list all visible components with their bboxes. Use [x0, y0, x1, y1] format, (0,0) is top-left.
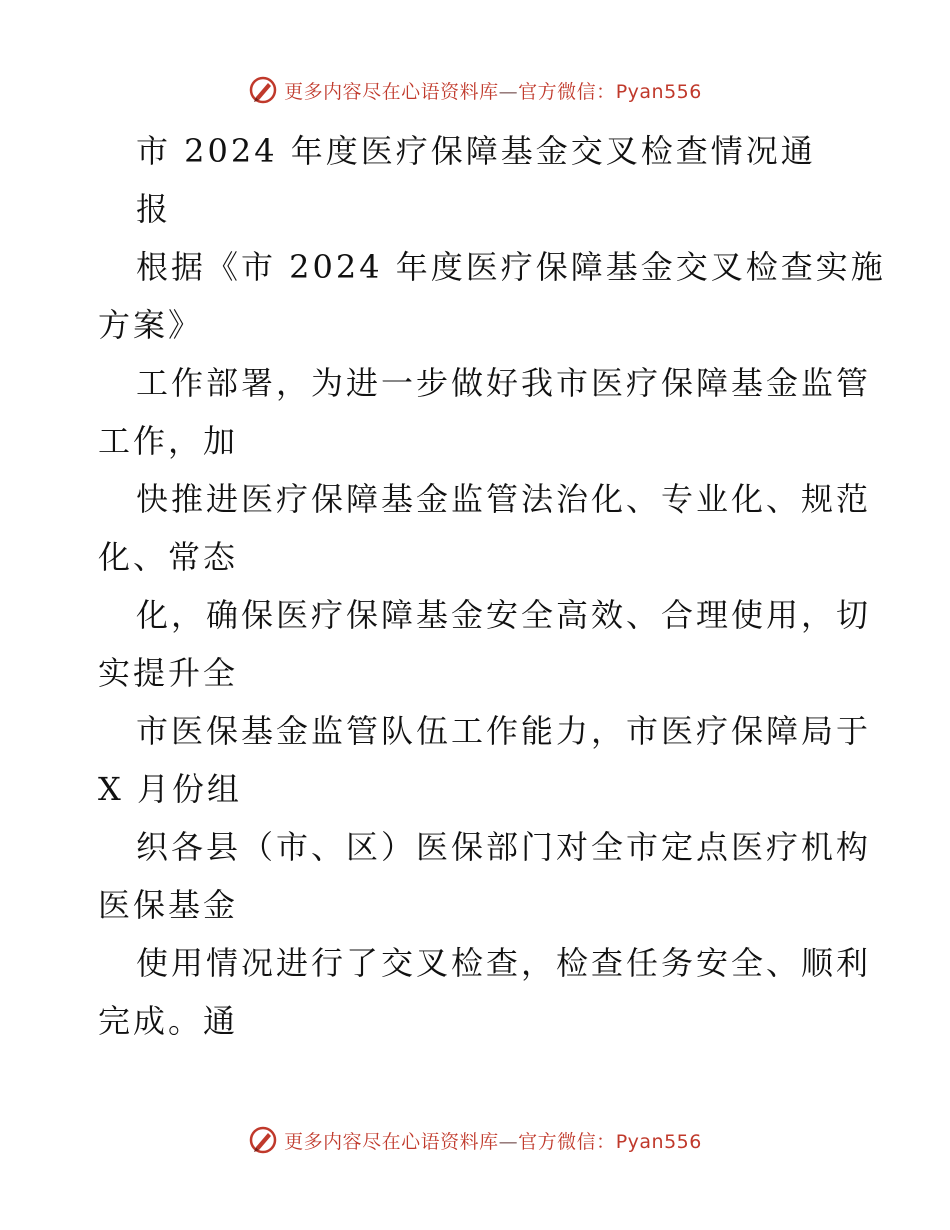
header-banner	[0, 70, 950, 110]
body-line: 市医保基金监管队伍工作能力，市医疗保障局于	[136, 712, 872, 750]
body-line: 方案》	[98, 306, 204, 344]
body-line: 医保基金	[98, 886, 239, 924]
body-line: 使用情况进行了交叉检查，检查任务安全、顺利	[136, 944, 872, 982]
body-line: 快推进医疗保障基金监管法治化、专业化、规范	[136, 480, 872, 518]
title-line: 报	[136, 190, 172, 228]
body-line: 工作部署，为进一步做好我市医疗保障基金监管	[136, 364, 872, 402]
document-body	[98, 122, 886, 1050]
footer-banner	[0, 1120, 950, 1160]
body-line: 化，确保医疗保障基金安全高效、合理使用，切	[136, 596, 872, 634]
body-line: 完成。通	[98, 1002, 239, 1040]
banner-text: 更多内容尽在心语资料库—官方微信：Pyan556	[284, 1130, 702, 1153]
body-line: X 月份组	[98, 770, 242, 808]
pen-logo-icon	[248, 75, 278, 105]
body-line: 实提升全	[98, 654, 239, 692]
body-line: 化、常态	[98, 538, 239, 576]
title-line: 市 2024 年度医疗保障基金交叉检查情况通	[136, 132, 816, 170]
body-line: 织各县（市、区）医保部门对全市定点医疗机构	[136, 828, 872, 866]
body-line: 根据《市 2024 年度医疗保障基金交叉检查实施	[136, 248, 886, 286]
banner-text: 更多内容尽在心语资料库—官方微信：Pyan556	[284, 80, 702, 103]
body-line: 工作，加	[98, 422, 239, 460]
pen-logo-icon	[248, 1125, 278, 1155]
